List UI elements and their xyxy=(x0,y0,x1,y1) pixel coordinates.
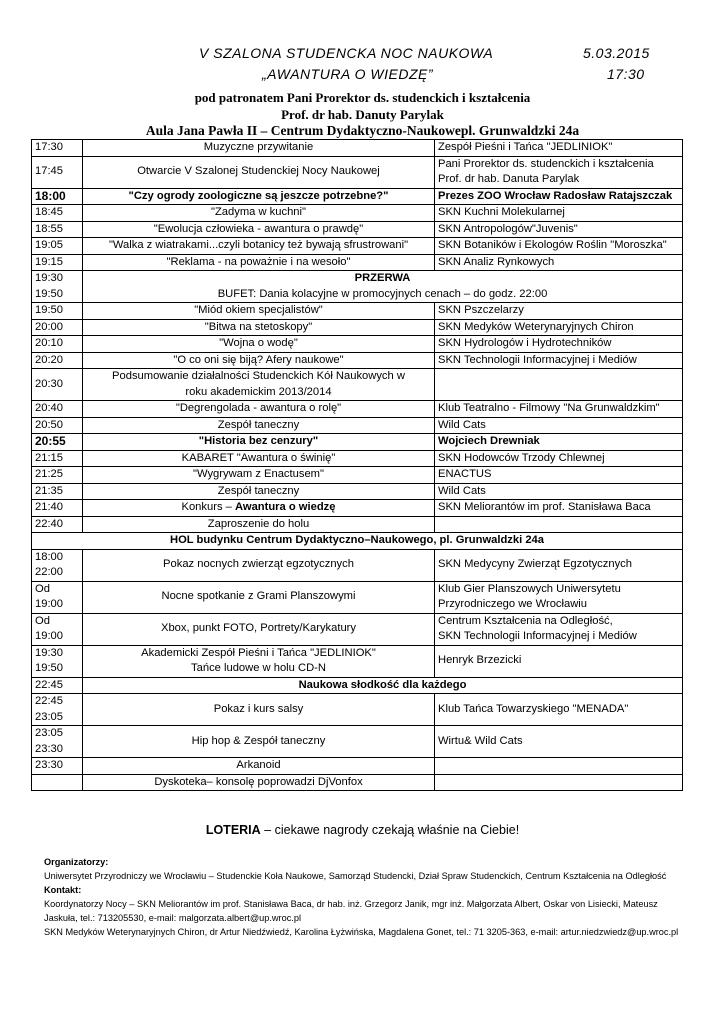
row-banner: Naukowa słodkość dla każdego xyxy=(83,677,683,694)
row-organizer: Klub Teatralno - Filmowy "Na Grunwaldzkim" xyxy=(435,401,683,418)
row-organizer: Centrum Kształcenia na Odległość, SKN Technologii Informacyjnej i Mediów xyxy=(435,613,683,645)
row-event: "Degrengolada - awantura o rolę" xyxy=(83,401,435,418)
row-banner: PRZERWA BUFET: Dania kolacyjne w promocyjnych cenach – do godz. 22:00 xyxy=(83,271,683,303)
row-event: Zespół taneczny xyxy=(83,417,435,434)
schedule-row xyxy=(32,483,683,500)
schedule-row xyxy=(32,401,683,418)
row-organizer: SKN Analiz Rynkowych xyxy=(435,254,683,271)
schedule-row xyxy=(32,221,683,238)
row-event: Xbox, punkt FOTO, Portrety/Karykatury xyxy=(83,613,435,645)
row-time: 19:15 xyxy=(32,254,83,271)
schedule-row xyxy=(32,254,683,271)
row-time: 20:55 xyxy=(32,434,83,451)
row-time: 20:40 xyxy=(32,401,83,418)
row-time: 22:45 xyxy=(32,677,83,694)
row-time: 17:45 xyxy=(32,156,83,188)
row-event: KABARET "Awantura o świnię" xyxy=(83,450,435,467)
row-time: 21:15 xyxy=(32,450,83,467)
schedule-row xyxy=(32,500,683,517)
row-event: Pokaz nocnych zwierząt egzotycznych xyxy=(83,549,435,581)
event-start-time: 17:30 xyxy=(607,66,645,82)
schedule-row xyxy=(32,188,683,205)
row-time: Od 19:00 xyxy=(32,613,83,645)
row-organizer: Prezes ZOO Wrocław Radosław Ratajszczak xyxy=(435,188,683,205)
contact-chiron: SKN Medyków Weterynaryjnych Chiron, dr Artur Niedźwiedź, Karolina Łyżwińska, Magdalena Gonet, tel.: 71 3205-363, e-mail: artur.niedzwiedz@up.wroc.pl xyxy=(44,927,679,937)
schedule-row xyxy=(32,140,683,157)
row-organizer: SKN Medycyny Zwierząt Egzotycznych xyxy=(435,549,683,581)
row-organizer: SKN Hydrologów i Hydrotechników xyxy=(435,336,683,353)
row-organizer: ENACTUS xyxy=(435,467,683,484)
row-event: "Wojna o wodę" xyxy=(83,336,435,353)
row-event: Hip hop & Zespół taneczny xyxy=(83,726,435,758)
contact-label: Kontakt: xyxy=(44,885,82,895)
footer xyxy=(44,855,694,939)
hall-header-row xyxy=(32,533,683,550)
row-event: "O co oni się biją? Afery naukowe" xyxy=(83,352,435,369)
row-time: 20:20 xyxy=(32,352,83,369)
row-organizer: SKN Kuchni Molekularnej xyxy=(435,205,683,222)
organizers-label: Organizatorzy: xyxy=(44,857,109,867)
lottery-text: – ciekawe nagrody czekają właśnie na Ciebie! xyxy=(260,823,520,837)
row-organizer: SKN Antropologów"Juvenis" xyxy=(435,221,683,238)
row-event: "Historia bez cenzury" xyxy=(83,434,435,451)
contact-coordinators: Koordynatorzy Nocy – SKN Meliorantów im prof. Stanisława Baca, dr hab. inż. Grzegorz Janik, mgr inż. Małgorzata Albert, Oskar von Lisiecki, Mateusz Jaskuła, tel.: 713205530, e-mail: malgorzata.albert@up.wroc.pl xyxy=(44,899,658,923)
row-time: 18:45 xyxy=(32,205,83,222)
row-time: 23:05 23:30 xyxy=(32,726,83,758)
row-event: "Zadyma w kuchni" xyxy=(83,205,435,222)
row-organizer: Klub Tańca Towarzyskiego "MENADA" xyxy=(435,694,683,726)
row-organizer: SKN Hodowców Trzody Chlewnej xyxy=(435,450,683,467)
row-organizer: Klub Gier Planszowych Uniwersytetu Przyrodniczego we Wrocławiu xyxy=(435,581,683,613)
schedule-row xyxy=(32,352,683,369)
break-row xyxy=(32,271,683,303)
row-time: 19:50 xyxy=(32,303,83,320)
event-date: 5.03.2015 xyxy=(583,45,650,61)
schedule-row xyxy=(32,450,683,467)
row-event: Zespół taneczny xyxy=(83,483,435,500)
row-event: Otwarcie V Szalonej Studenckiej Nocy Naukowej xyxy=(83,156,435,188)
schedule-row xyxy=(32,694,683,726)
row-event: Dyskoteka– konsolę poprowadzi DjVonfox xyxy=(83,774,435,791)
schedule-row xyxy=(32,238,683,255)
row-event: "Reklama - na poważnie i na wesoło" xyxy=(83,254,435,271)
schedule-row xyxy=(32,156,683,188)
organizers-text: Uniwersytet Przyrodniczy we Wrocławiu – Studenckie Koła Naukowe, Samorząd Studencki, Dział Spraw Studenckich, Centrum Kształcenia na Odległość xyxy=(44,871,667,881)
patronage-line: pod patronatem Pani Prorektor ds. studenckich i kształcenia xyxy=(194,90,531,105)
schedule-row xyxy=(32,581,683,613)
schedule-row xyxy=(32,467,683,484)
row-event: Akademicki Zespół Pieśni i Tańca "JEDLINIOK" Tańce ludowe w holu CD-N xyxy=(83,645,435,677)
row-organizer: Henryk Brzezicki xyxy=(435,645,683,677)
row-event: Konkurs – Awantura o wiedzę xyxy=(83,500,435,517)
schedule-row xyxy=(32,303,683,320)
row-organizer: Zespół Pieśni i Tańca "JEDLINIOK" xyxy=(435,140,683,157)
row-time: 21:40 xyxy=(32,500,83,517)
row-time: Od 19:00 xyxy=(32,581,83,613)
row-organizer xyxy=(435,516,683,533)
row-event: Muzyczne przywitanie xyxy=(83,140,435,157)
row-time: 20:10 xyxy=(32,336,83,353)
row-time: 23:30 xyxy=(32,758,83,775)
row-organizer: Pani Prorektor ds. studenckich i kształcenia Prof. dr hab. Danuta Parylak xyxy=(435,156,683,188)
hall-header: HOL budynku Centrum Dydaktyczno–Naukowego, pl. Grunwaldzki 24a xyxy=(32,533,683,550)
row-organizer: SKN Technologii Informacyjnej i Mediów xyxy=(435,352,683,369)
row-time: 21:35 xyxy=(32,483,83,500)
row-event: Nocne spotkanie z Grami Planszowymi xyxy=(83,581,435,613)
row-time: 18:00 22:00 xyxy=(32,549,83,581)
event-title: V SZALONA STUDENCKA NOC NAUKOWA xyxy=(199,45,494,61)
schedule-row xyxy=(32,205,683,222)
lottery-label: LOTERIA xyxy=(205,823,261,837)
schedule-row xyxy=(32,726,683,758)
row-time: 18:00 xyxy=(32,188,83,205)
schedule-row xyxy=(32,369,683,401)
row-time: 20:30 xyxy=(32,369,83,401)
row-organizer: SKN Meliorantów im prof. Stanisława Baca xyxy=(435,500,683,517)
venue-line: Aula Jana Pawła II – Centrum Dydaktyczno-Naukowepl. Grunwaldzki 24a xyxy=(145,123,580,138)
row-organizer: Wild Cats xyxy=(435,483,683,500)
row-event: "Czy ogrody zoologiczne są jeszcze potrzebne?" xyxy=(83,188,435,205)
schedule-row xyxy=(32,645,683,677)
row-event: "Ewolucja człowieka - awantura o prawdę" xyxy=(83,221,435,238)
schedule-row xyxy=(32,758,683,775)
row-time: 21:25 xyxy=(32,467,83,484)
row-time: 20:00 xyxy=(32,319,83,336)
row-organizer: Wirtu& Wild Cats xyxy=(435,726,683,758)
row-organizer: Wojciech Drewniak xyxy=(435,434,683,451)
lottery-line xyxy=(0,823,725,837)
schedule-row xyxy=(32,434,683,451)
row-event: Zaproszenie do holu xyxy=(83,516,435,533)
row-event: "Wygrywam z Enactusem" xyxy=(83,467,435,484)
row-organizer: SKN Pszczelarzy xyxy=(435,303,683,320)
row-time: 17:30 xyxy=(32,140,83,157)
row-organizer: SKN Medyków Weterynaryjnych Chiron xyxy=(435,319,683,336)
schedule-row xyxy=(32,516,683,533)
row-organizer: SKN Botaników i Ekologów Roślin "Moroszka" xyxy=(435,238,683,255)
schedule-row xyxy=(32,336,683,353)
schedule-row xyxy=(32,319,683,336)
row-event: "Walka z wiatrakami...czyli botanicy też bywają sfrustrowani" xyxy=(83,238,435,255)
professor-line: Prof. dr hab. Danuty Parylak xyxy=(281,107,444,122)
row-time: 20:50 xyxy=(32,417,83,434)
row-event: "Miód okiem specjalistów" xyxy=(83,303,435,320)
schedule-row xyxy=(32,774,683,791)
row-event: Podsumowanie działalności Studenckich Kół Naukowych w roku akademickim 2013/2014 xyxy=(83,369,435,401)
row-time: 19:30 19:50 xyxy=(32,271,83,303)
row-event: "Bitwa na stetoskopy" xyxy=(83,319,435,336)
row-event: Arkanoid xyxy=(83,758,435,775)
schedule-row xyxy=(32,417,683,434)
row-time: 22:45 23:05 xyxy=(32,694,83,726)
row-organizer xyxy=(435,758,683,775)
schedule-table xyxy=(31,139,683,791)
row-event: Pokaz i kurs salsy xyxy=(83,694,435,726)
schedule-row xyxy=(32,549,683,581)
row-organizer xyxy=(435,369,683,401)
schedule-row xyxy=(32,613,683,645)
row-organizer: Wild Cats xyxy=(435,417,683,434)
row-time xyxy=(32,774,83,791)
row-time: 19:30 19:50 xyxy=(32,645,83,677)
event-subtitle: „AWANTURA O WIEDZĘ” xyxy=(262,66,434,82)
row-time: 22:40 xyxy=(32,516,83,533)
row-time: 19:05 xyxy=(32,238,83,255)
sweet-row xyxy=(32,677,683,694)
row-time: 18:55 xyxy=(32,221,83,238)
row-organizer xyxy=(435,774,683,791)
